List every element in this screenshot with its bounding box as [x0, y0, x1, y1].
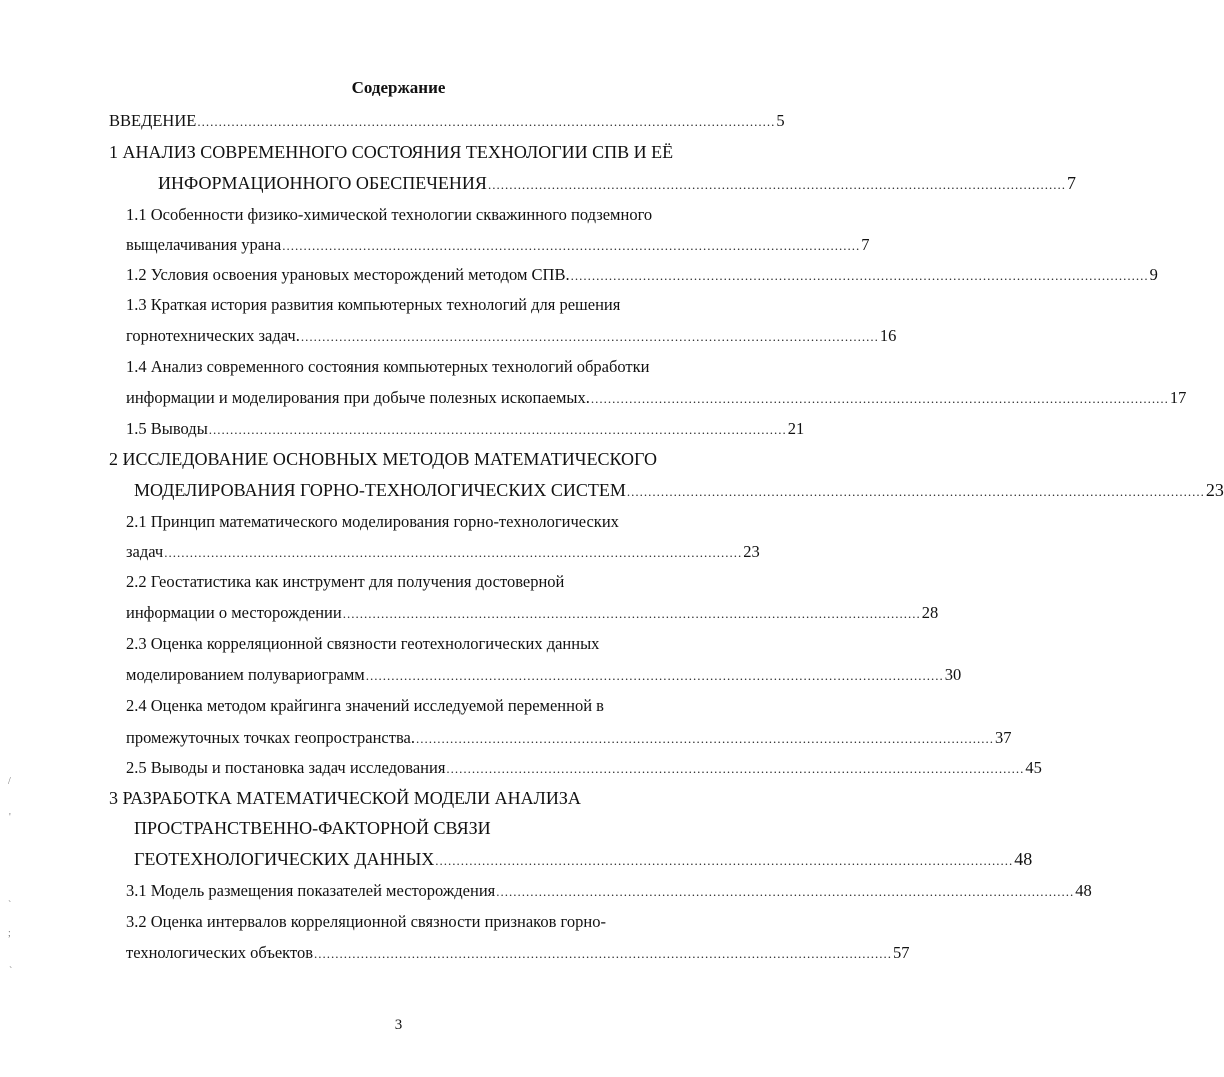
toc-chapter-3[interactable] [134, 849, 1033, 870]
toc-section-1-1-line1[interactable]: 1.1 Особенности физико-химической технологии скважинного подземного [126, 205, 653, 224]
toc-section-2-1[interactable] [126, 542, 760, 562]
toc-page-number: 7 [1066, 173, 1076, 193]
scan-speck: ' [9, 812, 11, 823]
scan-speck: ` [9, 966, 13, 977]
toc-entry-text: технологических объектов [126, 943, 314, 962]
toc-entry-text: ГЕОТЕХНОЛОГИЧЕСКИХ ДАННЫХ [134, 849, 435, 869]
toc-leader-dots: ........................................................................................................................................ [570, 268, 1149, 283]
toc-section-1-2[interactable] [126, 265, 1158, 285]
toc-leader-dots: ........................................................................................................................................ [590, 391, 1169, 406]
toc-page-number: 48 [1075, 881, 1092, 900]
toc-section-1-1[interactable] [126, 235, 870, 255]
toc-page-number: 48 [1014, 849, 1033, 869]
toc-entry-text: информации и моделирования при добыче полезных ископаемых. [126, 388, 590, 407]
toc-leader-dots: ........................................................................................................................................ [164, 545, 743, 560]
toc-chapter-1-line1[interactable]: 1 АНАЛИЗ СОВРЕМЕННОГО СОСТОЯНИЯ ТЕХНОЛОГИИ СПВ И ЕЁ [109, 142, 674, 162]
toc-section-3-2-line1[interactable]: 3.2 Оценка интервалов корреляционной связности признаков горно- [126, 912, 606, 931]
toc-entry-text: 1.2 Условия освоения урановых месторождений методом СПВ. [126, 265, 570, 284]
toc-leader-dots: ........................................................................................................................................ [365, 668, 944, 683]
toc-page-number: 17 [1169, 388, 1187, 407]
page-title: Содержание [351, 78, 446, 97]
toc-section-1-3-line1[interactable]: 1.3 Краткая история развития компьютерных технологий для решения [126, 295, 621, 314]
toc-leader-dots: ........................................................................................................................................ [314, 946, 893, 961]
toc-leader-dots: ........................................................................................................................................ [208, 422, 787, 437]
toc-page-number: 5 [776, 111, 785, 130]
toc-chapter-2-line1[interactable]: 2 ИССЛЕДОВАНИЕ ОСНОВНЫХ МЕТОДОВ МАТЕМАТИЧЕСКОГО [109, 449, 658, 469]
toc-chapter-3-line2[interactable]: ПРОСТРАНСТВЕННО-ФАКТОРНОЙ СВЯЗИ [134, 818, 491, 838]
toc-section-3-1[interactable] [126, 881, 1092, 901]
toc-entry-text: 3.1 Модель размещения показателей месторождения [126, 881, 496, 900]
toc-entry-text: моделированием полувариограмм [126, 665, 365, 684]
toc-section-1-3[interactable] [126, 326, 897, 346]
toc-entry-text: информации о месторождении [126, 603, 342, 622]
toc-section-1-4-line1[interactable]: 1.4 Анализ современного состояния компьютерных технологий обработки [126, 357, 650, 376]
toc-leader-dots: ........................................................................................................................................ [446, 761, 1025, 776]
toc-section-2-4[interactable] [126, 728, 1012, 748]
page-number: 3 [394, 1017, 403, 1033]
toc-leader-dots: ........................................................................................................................................ [435, 853, 1014, 868]
toc-leader-dots: ........................................................................................................................................ [197, 114, 776, 129]
toc-section-3-2[interactable] [126, 943, 910, 963]
toc-section-2-1-line1[interactable]: 2.1 Принцип математического моделирования горно-технологических [126, 512, 619, 531]
toc-entry-text: ИНФОРМАЦИОННОГО ОБЕСПЕЧЕНИЯ [158, 173, 487, 193]
toc-page-number: 21 [787, 419, 805, 438]
toc-entry-text: 1.5 Выводы [126, 419, 208, 438]
toc-page-number: 57 [893, 943, 910, 962]
toc-page-number: 23 [1205, 480, 1224, 500]
toc-leader-dots: ........................................................................................................................................ [496, 884, 1075, 899]
toc-page-number: 16 [879, 326, 897, 345]
toc-leader-dots: ........................................................................................................................................ [415, 731, 994, 746]
toc-entry-text: 2.5 Выводы и постановка задач исследования [126, 758, 446, 777]
toc-leader-dots: ........................................................................................................................................ [626, 484, 1205, 499]
toc-page-number: 30 [944, 665, 962, 684]
toc-section-2-2[interactable] [126, 603, 939, 623]
toc-entry-text: промежуточных точках геопространства. [126, 728, 415, 747]
toc-leader-dots: ........................................................................................................................................ [487, 177, 1066, 192]
toc-section-2-3[interactable] [126, 665, 962, 685]
toc-entry-text: задач [126, 542, 164, 561]
toc-page-number: 28 [921, 603, 939, 622]
toc-section-1-4[interactable] [126, 388, 1187, 408]
toc-leader-dots: ........................................................................................................................................ [342, 606, 921, 621]
toc-page-number: 9 [1149, 265, 1158, 284]
toc-page-number: 45 [1025, 758, 1042, 777]
toc-section-2-3-line1[interactable]: 2.3 Оценка корреляционной связности геотехнологических данных [126, 634, 600, 653]
toc-page-number: 23 [743, 542, 760, 561]
toc-section-2-4-line1[interactable]: 2.4 Оценка методом крайгинга значений исследуемой переменной в [126, 696, 604, 715]
toc-page-number: 37 [994, 728, 1012, 747]
toc-leader-dots: ........................................................................................................................................ [300, 329, 879, 344]
toc-entry-text: МОДЕЛИРОВАНИЯ ГОРНО-ТЕХНОЛОГИЧЕСКИХ СИСТЕМ [134, 480, 626, 500]
toc-entry-text: горнотехнических задач. [126, 326, 300, 345]
toc-chapter-2[interactable] [134, 480, 1224, 501]
toc-page-number: 7 [861, 235, 870, 254]
toc-chapter-1[interactable] [158, 173, 1076, 194]
scan-speck: / [8, 776, 11, 787]
toc-entry-intro[interactable] [109, 111, 785, 131]
toc-entry-text: ВВЕДЕНИЕ [109, 111, 197, 130]
toc-chapter-3-line1[interactable]: 3 РАЗРАБОТКА МАТЕМАТИЧЕСКОЙ МОДЕЛИ АНАЛИЗА [109, 788, 581, 808]
scan-speck: ; [8, 928, 11, 939]
toc-section-2-2-line1[interactable]: 2.2 Геостатистика как инструмент для получения достоверной [126, 572, 565, 591]
scan-speck: ` [8, 900, 12, 911]
toc-leader-dots: ........................................................................................................................................ [282, 238, 861, 253]
toc-entry-text: выщелачивания урана [126, 235, 282, 254]
toc-section-2-5[interactable] [126, 758, 1042, 778]
toc-section-1-5[interactable] [126, 419, 805, 439]
